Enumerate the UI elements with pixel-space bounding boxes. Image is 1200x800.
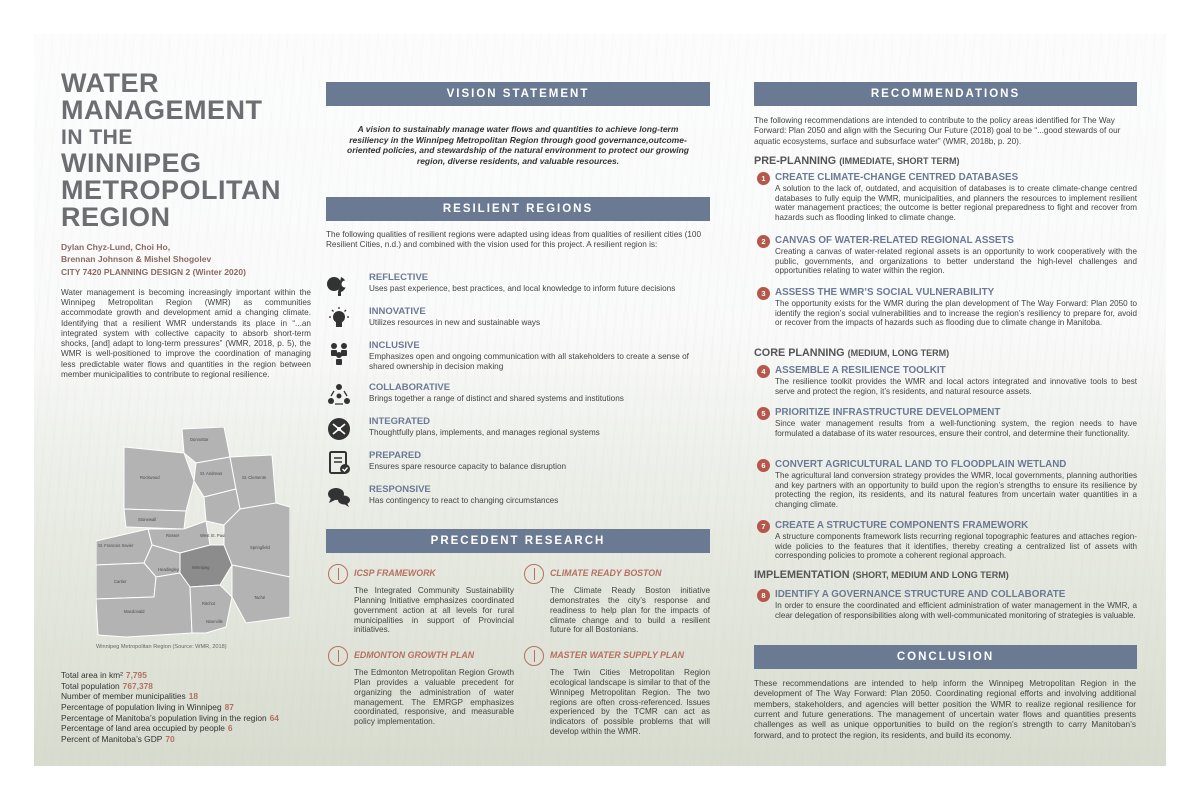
stat-label: Percentage of Manitoba’s population living in the region: [61, 712, 267, 723]
quality-desc: Thoughtfully plans, implements, and manages regional systems: [369, 428, 600, 437]
region-stats: [61, 670, 279, 745]
quality-title: RESPONSIVE: [369, 484, 431, 495]
title-line-3: IN THE: [61, 126, 133, 149]
map-label: St. Clements: [242, 475, 266, 480]
map-label: Niverville: [206, 619, 223, 624]
map-label: Rockwood: [140, 475, 160, 480]
map-region-ritchot: [190, 585, 232, 633]
quality-prepared: [326, 450, 716, 480]
recommendations-intro: The following recommendations are intended to contribute to the policy areas identified for The Way Forward: Plan 2050 and align with the Securing Our Future (2018) goal to be “...good stewards of our aquatic ecosystems, surface and subsurface water” (WMR, 2018b, p. 20).: [754, 116, 1121, 146]
quality-desc: Emphasizes open and ongoing communication with all stakeholders to create a sense of shared ownership in decision making: [369, 352, 689, 371]
map-label: Cartier: [114, 579, 127, 584]
map-label: Stonewall: [138, 517, 157, 522]
quality-desc: Utilizes resources in new and sustainable ways: [369, 318, 541, 327]
stat-label: Percent of Manitoba’s GDP: [61, 734, 163, 745]
phase-heading-implementation: [754, 569, 1009, 581]
stat-value: 7,795: [125, 670, 147, 680]
recommendation-body: A solution to the lack of, outdated, and acquisition of databases is to create climate-change centred databases to fully equip the WMR, municipalities, and planners the resources to implement resilient water management practices; the outcome is better regional preparedness to fight and recover from hazards such as flooding linked to climate change.: [775, 184, 1137, 223]
number-badge: 5: [757, 407, 770, 420]
phase-name: PRE-PLANNING: [754, 155, 837, 167]
number-badge: 4: [757, 365, 770, 378]
phase-heading-core-planning: [754, 347, 949, 359]
resilient-intro: The following qualities of resilient regions were adapted using ideas from qualities of resilient cities (100 Resilient Cities, n.d.) and combined with the vision used for this project. A resilient region is:: [326, 230, 702, 250]
quality-title: INNOVATIVE: [369, 306, 426, 317]
phase-heading-pre-planning: [754, 155, 960, 167]
stat-label: Percentage of population living in Winnipeg: [61, 702, 222, 713]
title-line-1: WATER: [61, 68, 159, 98]
map-label: Headingley: [158, 567, 179, 572]
precedent-title: CLIMATE READY BOSTON: [550, 568, 662, 578]
map-label: West St. Paul: [200, 533, 226, 538]
course-label: CITY 7420 PLANNING DESIGN 2 (Winter 2020): [61, 266, 246, 277]
recommendation-body: The resilience toolkit provides the WMR and local actors integrated and innovative tools to best serve and protect the region, it’s residents, and natural resource assets.: [775, 377, 1137, 396]
vision-text: A vision to sustainably manage water flows and quantities to achieve long-term resiliency in the Winnipeg Metropolitan Region through good governance,outcome-oriented policies, and stewardship of the natural environment to protect our growing region, diverse residents, and valuable resources.: [347, 124, 689, 166]
phase-name: CORE PLANNING: [754, 347, 845, 359]
recommendation-title: CREATE A STRUCTURE COMPONENTS FRAMEWORK: [775, 520, 1029, 531]
phase-name: IMPLEMENTATION: [754, 569, 850, 581]
recommendation-title: CANVAS OF WATER-RELATED REGIONAL ASSETS: [775, 235, 1014, 246]
lightbulb-icon: [326, 306, 352, 332]
stat-value: 18: [188, 691, 199, 702]
title-line-6: REGION: [61, 202, 171, 232]
vision-heading: VISION STATEMENT: [326, 82, 710, 106]
stat-value: 767,378: [122, 680, 153, 691]
title-line-5: METROPOLITAN: [61, 175, 281, 205]
stat-label: Number of member municipalities: [61, 691, 186, 702]
quality-title: INTEGRATED: [369, 416, 431, 427]
map-label: Macdonald: [124, 609, 145, 614]
quality-title: COLLABORATIVE: [369, 382, 451, 393]
stat-row: [61, 713, 279, 724]
divider-ring-icon: [328, 646, 348, 666]
quality-desc: Has contingency to react to changing circumstances: [369, 496, 559, 505]
recommendation-body: A structure components framework lists recurring regional topographic features and attaches region-wide policies to the features that it identifies, thereby creating a centralized list of assets with corresponding policies to promote a coherent regional approach.: [775, 532, 1137, 561]
phase-sub: (MEDIUM, LONG TERM): [847, 348, 950, 358]
map-label: St. Francois Xavier: [98, 543, 134, 548]
title-line-4: WINNIPEG: [61, 148, 202, 178]
collaboration-icon: [326, 382, 352, 408]
quality-responsive: [326, 484, 716, 514]
map-region-dunnottar: [182, 427, 230, 463]
recommendation-body: Creating a canvas of water-related regional assets is an opportunity to work cooperatively with the public, governments, and organizations to better understand the high-level challenges and opportunities relating to water within the region.: [775, 247, 1137, 276]
stat-label: Total area in km²: [61, 670, 123, 680]
precedent-body: The Climate Ready Boston initiative demonstrates the city’s response and readiness to help plan for the impacts of climate change and to build a resilient future for all Bostonians.: [550, 586, 710, 635]
number-badge: 8: [757, 589, 770, 602]
stat-row: [61, 691, 279, 702]
divider-ring-icon: [524, 646, 544, 666]
phase-sub: (IMMEDIATE, SHORT TERM): [839, 156, 960, 166]
stat-row: [61, 670, 279, 681]
precedent-title: MASTER WATER SUPPLY PLAN: [550, 650, 684, 660]
poster-title: [61, 70, 311, 231]
head-profile-icon: [326, 272, 352, 298]
stat-row: [61, 723, 279, 734]
quality-title: PREPARED: [369, 450, 422, 461]
recommendation-title: CREATE CLIMATE-CHANGE CENTRED DATABASES: [775, 172, 1019, 183]
left-column: [61, 70, 311, 380]
precedent-body: The Integrated Community Sustainability Planning Initiative emphasizes coordinated government action at all levels for rural municipalities in support of Provincial initiatives.: [354, 586, 514, 635]
authors-line-1: Dylan Chyz-Lund, Choi Ho,: [61, 242, 171, 252]
precedent-heading: PRECEDENT RESEARCH: [326, 529, 710, 553]
stat-value: 6: [227, 723, 233, 734]
authors: [61, 241, 311, 278]
stat-row: [61, 734, 279, 745]
stat-row: [61, 681, 279, 692]
number-badge: 6: [757, 459, 770, 472]
number-badge: 7: [757, 520, 770, 533]
map-label: Rosser: [166, 533, 180, 538]
recommendation-title: IDENTIFY A GOVERNANCE STRUCTURE AND COLLABORATE: [775, 589, 1066, 600]
stat-value: 64: [269, 712, 279, 723]
people-group-icon: [326, 340, 352, 366]
quality-reflective: [326, 272, 716, 302]
authors-line-2: Brennan Johnson & Mishel Shogolev: [61, 254, 212, 265]
map-label: St. Andrews: [200, 471, 223, 476]
quality-title: INCLUSIVE: [369, 340, 420, 351]
quality-title: REFLECTIVE: [369, 272, 429, 283]
number-badge: 2: [757, 235, 770, 248]
map-caption: Winnipeg Metropolitan Region (Source: WMR, 2018): [96, 644, 227, 650]
poster: [34, 34, 1166, 766]
quality-desc: Uses past experience, best practices, and local knowledge to inform future decisions: [369, 284, 676, 293]
integration-icon: [326, 416, 352, 442]
recommendation-body: The agricultural land conversion strategy provides the WMR, local governments, planning authorities and key partners with an opportunity to build upon the region’s strengths to ensure its resilience by protecting the region, its residents, and its natural features from uncertain water quantities in a changing climate.: [775, 471, 1137, 510]
number-badge: 1: [757, 172, 770, 185]
recommendation-body: Since water management results from a well-functioning system, the region needs to have formulated a database of its water resources, ensure their control, and determine their functionality.: [775, 419, 1137, 438]
precedent-title: ICSP FRAMEWORK: [354, 568, 436, 578]
conclusion-text: These recommendations are intended to help inform the Winnipeg Metropolitan Region in the development of The Way Forward: Plan 2050. Coordinating regional efforts and involving additional members, stakeholders, and agencies will better position the WMR to realize regional resilience for current and future generations. The management of uncertain water flows and quantities presents challenges as well as unique opportunities to build on the region’s strength to carry Manitoban’s forward, and to protect the region, its residents, and build its economy.: [754, 678, 1136, 740]
divider-ring-icon: [524, 564, 544, 584]
recommendation-title: ASSEMBLE A RESILIENCE TOOLKIT: [775, 365, 946, 376]
recommendation-body: In order to ensure the coordinated and efficient administration of water management in the WMR, a clear delegation of responsibilities along with well-communicated monitoring of strategies is valuable.: [775, 601, 1137, 620]
map-label: Taché: [254, 595, 266, 600]
speech-bubbles-icon: [326, 484, 352, 510]
map-label: Winnipeg: [192, 565, 210, 570]
region-map: [96, 427, 290, 639]
recommendations-heading: RECOMMENDATIONS: [754, 82, 1137, 106]
resilient-heading: RESILIENT REGIONS: [326, 197, 710, 221]
quality-desc: Brings together a range of distinct and shared systems and institutions: [369, 394, 624, 403]
quality-integrated: [326, 416, 716, 446]
number-badge: 3: [757, 287, 770, 300]
stat-row: [61, 702, 279, 713]
recommendation-title: CONVERT AGRICULTURAL LAND TO FLOODPLAIN WETLAND: [775, 459, 1067, 470]
map-label: Dunnottar: [190, 437, 209, 442]
conclusion-heading: CONCLUSION: [754, 645, 1137, 669]
recommendation-body: The opportunity exists for the WMR during the plan development of The Way Forward: Plan 2050 to identify the region’s social vulnerabilities and to increase the region’s resiliency to prepare for, avoid or recover from the impacts of hazards such as flooding due to climate change in Manitoba.: [775, 299, 1137, 328]
quality-inclusive: [326, 340, 716, 370]
recommendation-title: PRIORITIZE INFRASTRUCTURE DEVELOPMENT: [775, 407, 1001, 418]
precedent-body: The Twin Cities Metropolitan Region ecological landscape is similar to that of the Winnipeg Metropolitan Region. The two regions are often cross-referenced. Issues experienced by the TCMR can act as indicators of possible problems that will develop within the WMR.: [550, 668, 710, 737]
quality-innovative: [326, 306, 716, 336]
intro-paragraph: Water management is becoming increasingly important within the Winnipeg Metropolitan Region (WMR) as communities accommodate growth and development amid a changing climate. Identifying that a resilient WMR understands its place in “...an integrated system with collective capacity to absorb short-term shocks, [and] adapt to long-term pressures” (WMR, 2018, p. 5), the WMR is well-positioned to improve the coordination of managing less predictable water flows and quantities in the region between member municipalities to contribute to regional resilience.: [61, 287, 311, 379]
title-line-2: MANAGEMENT: [61, 95, 263, 125]
divider-ring-icon: [328, 564, 348, 584]
stat-label: Total population: [61, 680, 120, 691]
phase-sub: (SHORT, MEDIUM AND LONG TERM): [852, 570, 1009, 580]
map-label: Ritchot: [202, 601, 216, 606]
precedent-body: The Edmonton Metropolitan Region Growth Plan provides a valuable precedent for organizing the administration of water management. The EMRGP emphasizes coordinated, responsive, and measurable policy implementation.: [354, 668, 514, 727]
map-label: Springfield: [250, 545, 270, 550]
precedent-title: EDMONTON GROWTH PLAN: [354, 650, 475, 660]
recommendation-title: ASSESS THE WMR’S SOCIAL VULNERABILITY: [775, 287, 995, 298]
checklist-icon: [326, 450, 352, 476]
stat-value: 87: [224, 702, 234, 713]
stat-label: Percentage of land area occupied by people: [61, 723, 225, 734]
stat-value: 70: [165, 734, 175, 745]
quality-desc: Ensures spare resource capacity to balance disruption: [369, 462, 567, 471]
quality-collaborative: [326, 382, 716, 412]
